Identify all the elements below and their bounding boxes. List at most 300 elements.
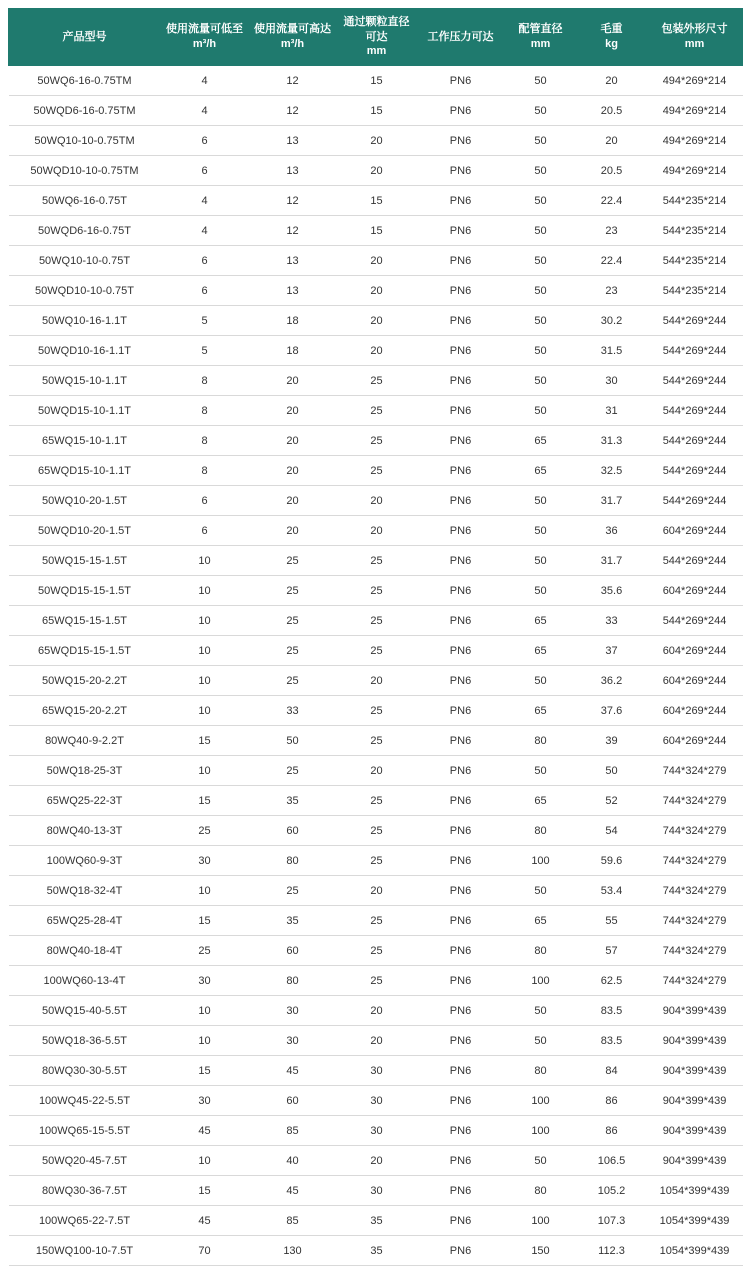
cell-product-model: 65WQD15-10-1.1T [9,456,161,486]
cell-value: 65 [505,426,577,456]
cell-value: 15 [161,726,249,756]
cell-product-model: 50WQD15-15-1.5T [9,576,161,606]
cell-value: 20.5 [577,156,647,186]
cell-value: 544*269*244 [647,486,743,516]
column-header-title: 通过颗粒直径可达 [343,15,410,43]
cell-value: PN6 [417,246,505,276]
cell-value: 8 [161,426,249,456]
cell-value: 83.5 [577,1026,647,1056]
cell-value: 12 [249,186,337,216]
cell-value: 5 [161,306,249,336]
cell-value: 50 [505,66,577,96]
cell-value: 50 [505,246,577,276]
cell-value: 20 [337,876,417,906]
column-header-title: 包装外形尺寸 [661,23,728,36]
cell-value: 904*399*439 [647,1086,743,1116]
cell-value: PN6 [417,456,505,486]
cell-value: 60 [249,936,337,966]
cell-value: PN6 [417,126,505,156]
cell-value: 50 [505,756,577,786]
cell-value: 25 [337,546,417,576]
cell-value: PN6 [417,906,505,936]
cell-value: 544*235*214 [647,216,743,246]
cell-value: 25 [249,606,337,636]
cell-value: 50 [505,126,577,156]
cell-value: 37.6 [577,696,647,726]
cell-value: 13 [249,276,337,306]
cell-value: 31.5 [577,336,647,366]
cell-value: PN6 [417,996,505,1026]
cell-value: PN6 [417,1056,505,1086]
cell-value: PN6 [417,966,505,996]
cell-value: 18 [249,336,337,366]
cell-value: 6 [161,156,249,186]
table-row [9,276,743,306]
table-row [9,1146,743,1176]
cell-value: 30 [161,1086,249,1116]
cell-value: 100 [505,1206,577,1236]
cell-value: PN6 [417,366,505,396]
cell-value: 50 [505,1146,577,1176]
cell-value: 22.4 [577,186,647,216]
cell-value: 30 [249,996,337,1026]
cell-value: 744*324*279 [647,966,743,996]
cell-value: 18 [249,306,337,336]
cell-value: 10 [161,996,249,1026]
cell-value: PN6 [417,666,505,696]
table-row [9,246,743,276]
cell-value: 150 [505,1236,577,1266]
table-row [9,666,743,696]
cell-value: 50 [505,216,577,246]
cell-value: 604*269*244 [647,726,743,756]
cell-value: 4 [161,186,249,216]
cell-product-model: 50WQ10-20-1.5T [9,486,161,516]
cell-product-model: 50WQD10-10-0.75T [9,276,161,306]
cell-value: 494*269*214 [647,66,743,96]
cell-value: 65 [505,456,577,486]
cell-value: 10 [161,756,249,786]
cell-product-model: 50WQ18-25-3T [9,756,161,786]
cell-value: 544*235*214 [647,246,743,276]
cell-value: 25 [337,576,417,606]
cell-value: 50 [505,396,577,426]
cell-value: 25 [249,636,337,666]
table-row [9,456,743,486]
table-row [9,1086,743,1116]
cell-value: 744*324*279 [647,936,743,966]
cell-value: 22.4 [577,246,647,276]
cell-value: 20 [337,276,417,306]
cell-value: 50 [577,756,647,786]
cell-value: 6 [161,486,249,516]
column-header-unit: m³/h [192,38,217,50]
cell-product-model: 50WQD15-10-1.1T [9,396,161,426]
cell-product-model: 80WQ40-13-3T [9,816,161,846]
cell-value: 604*269*244 [647,576,743,606]
cell-value: 544*235*214 [647,276,743,306]
cell-value: 744*324*279 [647,756,743,786]
cell-value: 65 [505,636,577,666]
cell-value: 50 [505,1026,577,1056]
cell-product-model: 50WQ15-15-1.5T [9,546,161,576]
cell-value: 904*399*439 [647,1026,743,1056]
cell-product-model: 80WQ40-18-4T [9,936,161,966]
cell-value: PN6 [417,1026,505,1056]
cell-value: 904*399*439 [647,1056,743,1086]
cell-product-model: 50WQD10-16-1.1T [9,336,161,366]
cell-value: 20 [249,396,337,426]
cell-product-model: 100WQ65-22-7.5T [9,1206,161,1236]
table-row [9,306,743,336]
table-row [9,816,743,846]
column-header-5 [505,9,577,66]
table-row [9,366,743,396]
cell-value: 65 [505,606,577,636]
cell-value: 25 [337,396,417,426]
cell-value: 50 [505,336,577,366]
cell-value: 20.5 [577,96,647,126]
table-row [9,336,743,366]
cell-value: 15 [337,66,417,96]
cell-value: PN6 [417,426,505,456]
cell-value: 20 [577,126,647,156]
column-header-title: 毛重 [600,23,623,36]
cell-value: 15 [337,216,417,246]
cell-value: 744*324*279 [647,846,743,876]
cell-value: 35 [249,786,337,816]
cell-value: 10 [161,696,249,726]
column-header-6 [577,9,647,66]
column-header-title: 产品型号 [62,30,107,43]
table-row [9,906,743,936]
cell-value: 25 [337,966,417,996]
table-header [9,9,743,66]
cell-value: 50 [505,876,577,906]
cell-value: 15 [161,786,249,816]
cell-value: 50 [505,486,577,516]
cell-value: 20 [337,156,417,186]
cell-value: 59.6 [577,846,647,876]
table-row [9,996,743,1026]
cell-value: PN6 [417,726,505,756]
cell-product-model: 100WQ60-13-4T [9,966,161,996]
cell-value: 544*235*214 [647,186,743,216]
cell-value: PN6 [417,786,505,816]
cell-value: PN6 [417,186,505,216]
column-header-title: 配管直径 [518,23,563,36]
cell-value: 30 [337,1176,417,1206]
cell-value: 10 [161,1146,249,1176]
cell-product-model: 65WQD15-15-1.5T [9,636,161,666]
cell-value: PN6 [417,546,505,576]
cell-product-model: 50WQ10-16-1.1T [9,306,161,336]
cell-value: PN6 [417,276,505,306]
cell-value: 12 [249,66,337,96]
cell-value: 53.4 [577,876,647,906]
cell-value: 4 [161,216,249,246]
cell-value: 10 [161,876,249,906]
cell-value: 130 [249,1236,337,1266]
cell-product-model: 50WQ15-40-5.5T [9,996,161,1026]
cell-value: 100 [505,1116,577,1146]
cell-value: 1054*399*439 [647,1176,743,1206]
table-row [9,1116,743,1146]
cell-value: 50 [505,666,577,696]
cell-value: 70 [161,1236,249,1266]
cell-value: 35 [337,1206,417,1236]
cell-value: 20 [337,756,417,786]
column-header-7 [647,9,743,66]
cell-product-model: 50WQ6-16-0.75TM [9,66,161,96]
table-row [9,576,743,606]
cell-value: 85 [249,1116,337,1146]
cell-value: 15 [161,906,249,936]
cell-value: 4 [161,66,249,96]
cell-product-model: 80WQ30-30-5.5T [9,1056,161,1086]
table-row [9,966,743,996]
table-header-row [9,9,743,66]
cell-value: 6 [161,276,249,306]
table-row [9,936,743,966]
cell-value: 30 [337,1056,417,1086]
cell-value: 12 [249,216,337,246]
cell-value: 20 [249,456,337,486]
cell-value: 25 [337,456,417,486]
cell-value: 544*269*244 [647,456,743,486]
cell-value: 604*269*244 [647,636,743,666]
cell-value: 84 [577,1056,647,1086]
table-row [9,516,743,546]
cell-value: 65 [505,786,577,816]
table-row [9,696,743,726]
cell-value: PN6 [417,1146,505,1176]
cell-value: 20 [249,426,337,456]
cell-value: 57 [577,936,647,966]
cell-value: 20 [249,516,337,546]
cell-value: 5 [161,336,249,366]
cell-value: 744*324*279 [647,816,743,846]
cell-value: 40 [249,1146,337,1176]
cell-value: 8 [161,456,249,486]
cell-value: 494*269*214 [647,96,743,126]
cell-value: 50 [505,576,577,606]
cell-value: 25 [337,426,417,456]
column-header-title: 使用流量可低至 [166,23,243,36]
cell-value: 80 [249,966,337,996]
cell-value: 904*399*439 [647,1146,743,1176]
pump-specification-table [8,8,743,1266]
cell-value: 20 [337,666,417,696]
column-header-3 [337,9,417,66]
cell-product-model: 100WQ60-9-3T [9,846,161,876]
table-row [9,1206,743,1236]
cell-value: 52 [577,786,647,816]
cell-value: PN6 [417,576,505,606]
cell-value: 86 [577,1086,647,1116]
cell-value: 50 [505,306,577,336]
cell-product-model: 100WQ65-15-5.5T [9,1116,161,1146]
cell-value: 604*269*244 [647,696,743,726]
cell-value: 35 [337,1236,417,1266]
cell-value: 36.2 [577,666,647,696]
cell-value: 23 [577,276,647,306]
cell-value: PN6 [417,936,505,966]
cell-value: 30 [249,1026,337,1056]
cell-value: PN6 [417,846,505,876]
cell-value: 13 [249,246,337,276]
column-header-4 [417,9,505,66]
cell-value: 20 [249,366,337,396]
cell-value: 13 [249,126,337,156]
cell-value: PN6 [417,1116,505,1146]
cell-value: 50 [505,186,577,216]
cell-value: 15 [337,186,417,216]
cell-value: 62.5 [577,966,647,996]
cell-value: 20 [337,516,417,546]
cell-value: 80 [505,1176,577,1206]
cell-value: 86 [577,1116,647,1146]
cell-value: 50 [505,156,577,186]
cell-value: PN6 [417,756,505,786]
column-header-1 [161,9,249,66]
column-header-unit: kg [605,38,618,50]
cell-value: 50 [505,96,577,126]
cell-value: 50 [505,546,577,576]
cell-value: 25 [161,936,249,966]
cell-value: 20 [337,336,417,366]
cell-value: PN6 [417,1236,505,1266]
cell-value: 25 [161,816,249,846]
cell-value: 35 [249,906,337,936]
cell-value: 904*399*439 [647,1116,743,1146]
cell-value: 744*324*279 [647,786,743,816]
cell-product-model: 50WQ18-36-5.5T [9,1026,161,1056]
cell-value: 25 [337,636,417,666]
table-row [9,636,743,666]
cell-value: 8 [161,366,249,396]
cell-value: 80 [505,1056,577,1086]
table-row [9,846,743,876]
cell-value: 23 [577,216,647,246]
cell-value: 15 [161,1056,249,1086]
cell-value: 10 [161,1026,249,1056]
cell-value: 25 [337,846,417,876]
cell-value: 904*399*439 [647,996,743,1026]
column-header-title: 使用流量可高达 [254,23,331,36]
table-row [9,216,743,246]
table-row [9,1056,743,1086]
cell-product-model: 100WQ45-22-5.5T [9,1086,161,1116]
cell-value: 25 [249,876,337,906]
cell-value: 35.6 [577,576,647,606]
cell-value: 20 [337,486,417,516]
cell-value: PN6 [417,876,505,906]
cell-value: 80 [505,816,577,846]
column-header-2 [249,9,337,66]
cell-value: 1054*399*439 [647,1236,743,1266]
cell-value: 744*324*279 [647,876,743,906]
cell-value: PN6 [417,396,505,426]
cell-value: 6 [161,126,249,156]
cell-product-model: 50WQ6-16-0.75T [9,186,161,216]
table-row [9,726,743,756]
table-row [9,1176,743,1206]
table-row [9,186,743,216]
cell-value: 20 [337,126,417,156]
cell-value: 15 [337,96,417,126]
cell-value: 10 [161,606,249,636]
cell-value: 85 [249,1206,337,1236]
table-row [9,606,743,636]
cell-product-model: 50WQ10-10-0.75T [9,246,161,276]
cell-product-model: 65WQ15-10-1.1T [9,426,161,456]
cell-value: 494*269*214 [647,156,743,186]
cell-value: 1054*399*439 [647,1206,743,1236]
cell-product-model: 150WQ100-10-7.5T [9,1236,161,1266]
cell-product-model: 50WQ20-45-7.5T [9,1146,161,1176]
table-row [9,876,743,906]
cell-value: 80 [505,936,577,966]
cell-value: 20 [337,246,417,276]
cell-value: 50 [505,366,577,396]
cell-value: 31.3 [577,426,647,456]
cell-value: 36 [577,516,647,546]
column-header-0 [9,9,161,66]
cell-value: 25 [337,606,417,636]
cell-value: 50 [505,276,577,306]
cell-value: 55 [577,906,647,936]
cell-value: 13 [249,156,337,186]
cell-value: PN6 [417,816,505,846]
column-header-unit: mm [366,45,387,58]
cell-value: 10 [161,546,249,576]
column-header-title: 工作压力可达 [427,30,494,43]
cell-value: 6 [161,516,249,546]
cell-value: 494*269*214 [647,126,743,156]
cell-value: 25 [249,756,337,786]
cell-value: 112.3 [577,1236,647,1266]
cell-value: 54 [577,816,647,846]
cell-value: 25 [337,786,417,816]
cell-value: 10 [161,636,249,666]
table-row [9,486,743,516]
cell-product-model: 50WQ18-32-4T [9,876,161,906]
cell-value: 30 [161,966,249,996]
cell-value: 10 [161,666,249,696]
cell-value: PN6 [417,1176,505,1206]
cell-value: PN6 [417,1086,505,1116]
cell-value: 31 [577,396,647,426]
cell-value: PN6 [417,156,505,186]
cell-value: 33 [249,696,337,726]
cell-value: PN6 [417,606,505,636]
cell-value: 30 [337,1086,417,1116]
cell-value: PN6 [417,636,505,666]
cell-value: 30 [337,1116,417,1146]
cell-value: PN6 [417,216,505,246]
cell-product-model: 80WQ40-9-2.2T [9,726,161,756]
cell-value: 83.5 [577,996,647,1026]
cell-value: 45 [161,1116,249,1146]
cell-value: 544*269*244 [647,366,743,396]
cell-product-model: 50WQD10-20-1.5T [9,516,161,546]
cell-value: PN6 [417,516,505,546]
cell-value: 31.7 [577,546,647,576]
cell-value: 100 [505,966,577,996]
cell-value: 32.5 [577,456,647,486]
cell-value: 50 [505,996,577,1026]
